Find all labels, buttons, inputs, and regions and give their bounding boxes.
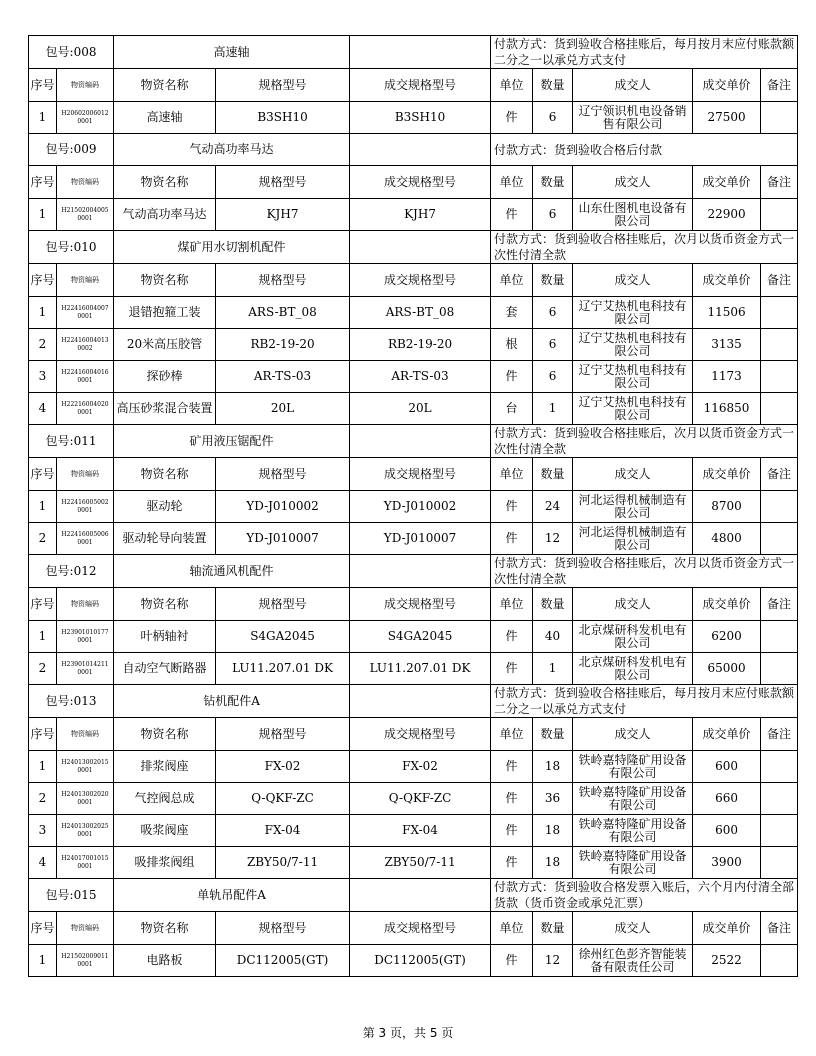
cell-seq: 2 bbox=[29, 783, 57, 815]
column-header-spec: 规格型号 bbox=[216, 166, 350, 199]
cell-spec: RB2-19-20 bbox=[216, 329, 350, 361]
table-row bbox=[29, 361, 798, 393]
cell-spec: DC112005(GT) bbox=[216, 945, 350, 977]
package-number: 包号:013 bbox=[29, 685, 114, 718]
table-row bbox=[29, 523, 798, 555]
column-header-unit: 单位 bbox=[491, 912, 533, 945]
cell-unit: 件 bbox=[491, 751, 533, 783]
cell-note bbox=[761, 815, 798, 847]
cell-qty: 18 bbox=[533, 815, 573, 847]
cell-seq: 2 bbox=[29, 329, 57, 361]
cell-name: 退错抱箍工装 bbox=[114, 297, 216, 329]
cell-price: 6200 bbox=[693, 621, 761, 653]
column-header-spec: 规格型号 bbox=[216, 264, 350, 297]
column-header-seq: 序号 bbox=[29, 458, 57, 491]
column-header-supplier: 成交人 bbox=[573, 166, 693, 199]
cell-name: 高速轴 bbox=[114, 102, 216, 134]
cell-price: 660 bbox=[693, 783, 761, 815]
cell-price: 3900 bbox=[693, 847, 761, 879]
column-header-price: 成交单价 bbox=[693, 458, 761, 491]
cell-price: 3135 bbox=[693, 329, 761, 361]
cell-seq: 3 bbox=[29, 815, 57, 847]
cell-spec: FX-04 bbox=[216, 815, 350, 847]
cell-supplier: 铁岭嘉特隆矿用设备有限公司 bbox=[573, 751, 693, 783]
cell-seq: 1 bbox=[29, 751, 57, 783]
column-header-qty: 数量 bbox=[533, 588, 573, 621]
package-header-row bbox=[29, 879, 798, 912]
column-header-name: 物资名称 bbox=[114, 458, 216, 491]
package-header-row bbox=[29, 134, 798, 166]
cell-seq: 2 bbox=[29, 523, 57, 555]
package-title: 钻机配件A bbox=[114, 685, 350, 718]
cell-spec: S4GA2045 bbox=[216, 621, 350, 653]
column-header-deal-spec: 成交规格型号 bbox=[350, 264, 491, 297]
cell-qty: 1 bbox=[533, 653, 573, 685]
column-header-code: 物资编码 bbox=[57, 588, 114, 621]
cell-price: 11506 bbox=[693, 297, 761, 329]
package-blank-cell bbox=[350, 231, 491, 264]
column-header-deal-spec: 成交规格型号 bbox=[350, 912, 491, 945]
column-header-row bbox=[29, 588, 798, 621]
column-header-row bbox=[29, 264, 798, 297]
cell-unit: 件 bbox=[491, 847, 533, 879]
payment-terms: 付款方式：货到验收合格挂账后，次月以货币资金方式一次性付清全款 bbox=[491, 231, 798, 264]
table-row bbox=[29, 393, 798, 425]
cell-code: H21502004005 0001 bbox=[57, 199, 114, 231]
cell-seq: 1 bbox=[29, 621, 57, 653]
cell-deal-spec: RB2-19-20 bbox=[350, 329, 491, 361]
cell-deal-spec: ARS-BT_08 bbox=[350, 297, 491, 329]
cell-spec: KJH7 bbox=[216, 199, 350, 231]
cell-qty: 6 bbox=[533, 297, 573, 329]
column-header-row bbox=[29, 718, 798, 751]
column-header-name: 物资名称 bbox=[114, 264, 216, 297]
cell-supplier: 河北运得机械制造有限公司 bbox=[573, 523, 693, 555]
cell-note bbox=[761, 751, 798, 783]
cell-name: 探砂棒 bbox=[114, 361, 216, 393]
cell-unit: 件 bbox=[491, 199, 533, 231]
cell-qty: 36 bbox=[533, 783, 573, 815]
column-header-row bbox=[29, 69, 798, 102]
cell-supplier: 辽宁艾热机电科技有限公司 bbox=[573, 329, 693, 361]
cell-unit: 件 bbox=[491, 523, 533, 555]
column-header-supplier: 成交人 bbox=[573, 588, 693, 621]
cell-note bbox=[761, 297, 798, 329]
table-row bbox=[29, 653, 798, 685]
cell-spec: ARS-BT_08 bbox=[216, 297, 350, 329]
column-header-price: 成交单价 bbox=[693, 588, 761, 621]
column-header-row bbox=[29, 912, 798, 945]
column-header-name: 物资名称 bbox=[114, 588, 216, 621]
cell-deal-spec: 20L bbox=[350, 393, 491, 425]
column-header-qty: 数量 bbox=[533, 458, 573, 491]
cell-supplier: 铁岭嘉特隆矿用设备有限公司 bbox=[573, 815, 693, 847]
cell-code: H22416004013 0002 bbox=[57, 329, 114, 361]
cell-price: 65000 bbox=[693, 653, 761, 685]
cell-deal-spec: YD-J010002 bbox=[350, 491, 491, 523]
cell-price: 600 bbox=[693, 751, 761, 783]
package-blank-cell bbox=[350, 879, 491, 912]
package-blank-cell bbox=[350, 425, 491, 458]
column-header-price: 成交单价 bbox=[693, 166, 761, 199]
cell-supplier: 辽宁艾热机电科技有限公司 bbox=[573, 393, 693, 425]
column-header-row bbox=[29, 166, 798, 199]
column-header-supplier: 成交人 bbox=[573, 458, 693, 491]
table-row bbox=[29, 945, 798, 977]
column-header-seq: 序号 bbox=[29, 588, 57, 621]
cell-seq: 4 bbox=[29, 847, 57, 879]
cell-qty: 18 bbox=[533, 847, 573, 879]
package-header-row bbox=[29, 231, 798, 264]
table-row bbox=[29, 491, 798, 523]
cell-name: 驱动轮导向装置 bbox=[114, 523, 216, 555]
column-header-note: 备注 bbox=[761, 718, 798, 751]
cell-deal-spec: FX-04 bbox=[350, 815, 491, 847]
cell-supplier: 北京煤研科发机电有限公司 bbox=[573, 621, 693, 653]
cell-unit: 件 bbox=[491, 621, 533, 653]
package-title: 气动高功率马达 bbox=[114, 134, 350, 166]
cell-note bbox=[761, 102, 798, 134]
cell-seq: 1 bbox=[29, 491, 57, 523]
cell-supplier: 辽宁艾热机电科技有限公司 bbox=[573, 297, 693, 329]
column-header-note: 备注 bbox=[761, 69, 798, 102]
column-header-deal-spec: 成交规格型号 bbox=[350, 166, 491, 199]
cell-code: H24017001015 0001 bbox=[57, 847, 114, 879]
column-header-qty: 数量 bbox=[533, 166, 573, 199]
table-row bbox=[29, 297, 798, 329]
column-header-deal-spec: 成交规格型号 bbox=[350, 588, 491, 621]
package-blank-cell bbox=[350, 555, 491, 588]
cell-spec: AR-TS-03 bbox=[216, 361, 350, 393]
payment-terms: 付款方式：货到验收合格挂账后，次月以货币资金方式一次性付清全款 bbox=[491, 555, 798, 588]
table-row bbox=[29, 815, 798, 847]
cell-code: H20602006012 0001 bbox=[57, 102, 114, 134]
cell-unit: 件 bbox=[491, 783, 533, 815]
table-row bbox=[29, 847, 798, 879]
cell-spec: ZBY50/7-11 bbox=[216, 847, 350, 879]
cell-unit: 件 bbox=[491, 653, 533, 685]
column-header-spec: 规格型号 bbox=[216, 458, 350, 491]
payment-terms: 付款方式：货到验收合格后付款 bbox=[491, 134, 798, 166]
cell-note bbox=[761, 653, 798, 685]
column-header-note: 备注 bbox=[761, 912, 798, 945]
column-header-note: 备注 bbox=[761, 166, 798, 199]
cell-price: 27500 bbox=[693, 102, 761, 134]
column-header-code: 物资编码 bbox=[57, 458, 114, 491]
column-header-name: 物资名称 bbox=[114, 69, 216, 102]
cell-supplier: 铁岭嘉特隆矿用设备有限公司 bbox=[573, 847, 693, 879]
cell-name: 吸排浆阀组 bbox=[114, 847, 216, 879]
cell-qty: 6 bbox=[533, 102, 573, 134]
column-header-unit: 单位 bbox=[491, 718, 533, 751]
column-header-code: 物资编码 bbox=[57, 69, 114, 102]
cell-unit: 件 bbox=[491, 102, 533, 134]
cell-code: H22216004020 0001 bbox=[57, 393, 114, 425]
column-header-unit: 单位 bbox=[491, 588, 533, 621]
column-header-price: 成交单价 bbox=[693, 912, 761, 945]
payment-terms: 付款方式：货到验收合格挂账后，次月以货币资金方式一次性付清全款 bbox=[491, 425, 798, 458]
cell-unit: 件 bbox=[491, 945, 533, 977]
column-header-price: 成交单价 bbox=[693, 264, 761, 297]
column-header-deal-spec: 成交规格型号 bbox=[350, 718, 491, 751]
cell-name: 叶柄轴衬 bbox=[114, 621, 216, 653]
cell-deal-spec: KJH7 bbox=[350, 199, 491, 231]
column-header-seq: 序号 bbox=[29, 912, 57, 945]
cell-deal-spec: B3SH10 bbox=[350, 102, 491, 134]
column-header-note: 备注 bbox=[761, 458, 798, 491]
package-number: 包号:009 bbox=[29, 134, 114, 166]
cell-note bbox=[761, 523, 798, 555]
package-title: 矿用液压锯配件 bbox=[114, 425, 350, 458]
column-header-code: 物资编码 bbox=[57, 166, 114, 199]
package-title: 单轨吊配件A bbox=[114, 879, 350, 912]
cell-qty: 12 bbox=[533, 945, 573, 977]
column-header-code: 物资编码 bbox=[57, 718, 114, 751]
cell-deal-spec: AR-TS-03 bbox=[350, 361, 491, 393]
cell-price: 600 bbox=[693, 815, 761, 847]
cell-name: 驱动轮 bbox=[114, 491, 216, 523]
column-header-seq: 序号 bbox=[29, 166, 57, 199]
cell-name: 自动空气断路器 bbox=[114, 653, 216, 685]
payment-terms: 付款方式：货到验收合格挂账后，每月按月末应付账款额二分之一以承兑方式支付 bbox=[491, 685, 798, 718]
cell-code: H24013002020 0001 bbox=[57, 783, 114, 815]
cell-unit: 件 bbox=[491, 815, 533, 847]
cell-name: 20米高压胶管 bbox=[114, 329, 216, 361]
cell-price: 2522 bbox=[693, 945, 761, 977]
cell-supplier: 徐州红色彭齐智能装备有限责任公司 bbox=[573, 945, 693, 977]
column-header-deal-spec: 成交规格型号 bbox=[350, 458, 491, 491]
cell-supplier: 山东仕图机电设备有限公司 bbox=[573, 199, 693, 231]
cell-note bbox=[761, 847, 798, 879]
package-blank-cell bbox=[350, 36, 491, 69]
column-header-row bbox=[29, 458, 798, 491]
cell-code: H22416005006 0001 bbox=[57, 523, 114, 555]
cell-supplier: 辽宁艾热机电科技有限公司 bbox=[573, 361, 693, 393]
cell-supplier: 北京煤研科发机电有限公司 bbox=[573, 653, 693, 685]
package-title: 轴流通风机配件 bbox=[114, 555, 350, 588]
column-header-note: 备注 bbox=[761, 264, 798, 297]
cell-name: 排浆阀座 bbox=[114, 751, 216, 783]
cell-price: 4800 bbox=[693, 523, 761, 555]
cell-seq: 1 bbox=[29, 199, 57, 231]
cell-qty: 6 bbox=[533, 199, 573, 231]
package-number: 包号:011 bbox=[29, 425, 114, 458]
cell-seq: 1 bbox=[29, 102, 57, 134]
table-row bbox=[29, 199, 798, 231]
cell-name: 电路板 bbox=[114, 945, 216, 977]
column-header-spec: 规格型号 bbox=[216, 588, 350, 621]
column-header-supplier: 成交人 bbox=[573, 718, 693, 751]
cell-spec: YD-J010007 bbox=[216, 523, 350, 555]
cell-name: 吸浆阀座 bbox=[114, 815, 216, 847]
cell-code: H22416004007 0001 bbox=[57, 297, 114, 329]
cell-spec: Q-QKF-ZC bbox=[216, 783, 350, 815]
cell-code: H23901010177 0001 bbox=[57, 621, 114, 653]
cell-deal-spec: ZBY50/7-11 bbox=[350, 847, 491, 879]
column-header-note: 备注 bbox=[761, 588, 798, 621]
package-number: 包号:010 bbox=[29, 231, 114, 264]
cell-unit: 件 bbox=[491, 361, 533, 393]
column-header-code: 物资编码 bbox=[57, 912, 114, 945]
cell-supplier: 河北运得机械制造有限公司 bbox=[573, 491, 693, 523]
package-title: 煤矿用水切割机配件 bbox=[114, 231, 350, 264]
cell-note bbox=[761, 491, 798, 523]
cell-price: 116850 bbox=[693, 393, 761, 425]
cell-note bbox=[761, 361, 798, 393]
column-header-seq: 序号 bbox=[29, 718, 57, 751]
cell-deal-spec: Q-QKF-ZC bbox=[350, 783, 491, 815]
table-row bbox=[29, 102, 798, 134]
cell-supplier: 铁岭嘉特隆矿用设备有限公司 bbox=[573, 783, 693, 815]
column-header-supplier: 成交人 bbox=[573, 264, 693, 297]
cell-seq: 4 bbox=[29, 393, 57, 425]
package-number: 包号:015 bbox=[29, 879, 114, 912]
column-header-seq: 序号 bbox=[29, 69, 57, 102]
column-header-spec: 规格型号 bbox=[216, 912, 350, 945]
cell-unit: 台 bbox=[491, 393, 533, 425]
cell-unit: 件 bbox=[491, 491, 533, 523]
cell-seq: 1 bbox=[29, 945, 57, 977]
package-blank-cell bbox=[350, 685, 491, 718]
cell-note bbox=[761, 393, 798, 425]
cell-seq: 2 bbox=[29, 653, 57, 685]
cell-code: H21502009011 0001 bbox=[57, 945, 114, 977]
table-row bbox=[29, 621, 798, 653]
cell-note bbox=[761, 621, 798, 653]
cell-seq: 1 bbox=[29, 297, 57, 329]
cell-code: H24013002015 0001 bbox=[57, 751, 114, 783]
package-header-row bbox=[29, 36, 798, 69]
cell-note bbox=[761, 945, 798, 977]
column-header-code: 物资编码 bbox=[57, 264, 114, 297]
cell-qty: 12 bbox=[533, 523, 573, 555]
package-header-row bbox=[29, 425, 798, 458]
cell-qty: 24 bbox=[533, 491, 573, 523]
column-header-supplier: 成交人 bbox=[573, 69, 693, 102]
cell-price: 22900 bbox=[693, 199, 761, 231]
cell-note bbox=[761, 329, 798, 361]
cell-price: 1173 bbox=[693, 361, 761, 393]
cell-deal-spec: YD-J010007 bbox=[350, 523, 491, 555]
cell-supplier: 辽宁领识机电设备销售有限公司 bbox=[573, 102, 693, 134]
column-header-qty: 数量 bbox=[533, 912, 573, 945]
column-header-price: 成交单价 bbox=[693, 718, 761, 751]
cell-code: H24013002025 0001 bbox=[57, 815, 114, 847]
package-header-row bbox=[29, 685, 798, 718]
cell-qty: 6 bbox=[533, 329, 573, 361]
cell-deal-spec: DC112005(GT) bbox=[350, 945, 491, 977]
cell-spec: YD-J010002 bbox=[216, 491, 350, 523]
column-header-seq: 序号 bbox=[29, 264, 57, 297]
cell-unit: 根 bbox=[491, 329, 533, 361]
column-header-name: 物资名称 bbox=[114, 718, 216, 751]
page-footer: 第 3 页，共 5 页 bbox=[362, 1026, 454, 1040]
column-header-supplier: 成交人 bbox=[573, 912, 693, 945]
column-header-unit: 单位 bbox=[491, 69, 533, 102]
column-header-spec: 规格型号 bbox=[216, 718, 350, 751]
package-blank-cell bbox=[350, 134, 491, 166]
cell-code: H22416004016 0001 bbox=[57, 361, 114, 393]
cell-seq: 3 bbox=[29, 361, 57, 393]
cell-spec: LU11.207.01 DK bbox=[216, 653, 350, 685]
package-header-row bbox=[29, 555, 798, 588]
column-header-name: 物资名称 bbox=[114, 166, 216, 199]
cell-spec: 20L bbox=[216, 393, 350, 425]
column-header-unit: 单位 bbox=[491, 166, 533, 199]
cell-qty: 1 bbox=[533, 393, 573, 425]
packages-table bbox=[28, 35, 798, 977]
cell-price: 8700 bbox=[693, 491, 761, 523]
table-row bbox=[29, 783, 798, 815]
procurement-result-document bbox=[28, 35, 797, 977]
cell-spec: FX-02 bbox=[216, 751, 350, 783]
cell-spec: B3SH10 bbox=[216, 102, 350, 134]
cell-deal-spec: FX-02 bbox=[350, 751, 491, 783]
package-title: 高速轴 bbox=[114, 36, 350, 69]
column-header-qty: 数量 bbox=[533, 69, 573, 102]
cell-deal-spec: S4GA2045 bbox=[350, 621, 491, 653]
cell-note bbox=[761, 783, 798, 815]
column-header-deal-spec: 成交规格型号 bbox=[350, 69, 491, 102]
payment-terms: 付款方式：货到验收合格发票入账后，六个月内付清全部货款（货币资金或承兑汇票） bbox=[491, 879, 798, 912]
cell-qty: 6 bbox=[533, 361, 573, 393]
package-number: 包号:008 bbox=[29, 36, 114, 69]
table-row bbox=[29, 751, 798, 783]
cell-name: 高压砂浆混合装置 bbox=[114, 393, 216, 425]
cell-deal-spec: LU11.207.01 DK bbox=[350, 653, 491, 685]
column-header-unit: 单位 bbox=[491, 458, 533, 491]
column-header-qty: 数量 bbox=[533, 264, 573, 297]
cell-unit: 套 bbox=[491, 297, 533, 329]
cell-note bbox=[761, 199, 798, 231]
column-header-price: 成交单价 bbox=[693, 69, 761, 102]
column-header-unit: 单位 bbox=[491, 264, 533, 297]
column-header-name: 物资名称 bbox=[114, 912, 216, 945]
cell-name: 气动高功率马达 bbox=[114, 199, 216, 231]
table-row bbox=[29, 329, 798, 361]
cell-qty: 18 bbox=[533, 751, 573, 783]
column-header-qty: 数量 bbox=[533, 718, 573, 751]
package-number: 包号:012 bbox=[29, 555, 114, 588]
payment-terms: 付款方式：货到验收合格挂账后，每月按月末应付账款额二分之一以承兑方式支付 bbox=[491, 36, 798, 69]
cell-qty: 40 bbox=[533, 621, 573, 653]
cell-code: H22416005002 0001 bbox=[57, 491, 114, 523]
column-header-spec: 规格型号 bbox=[216, 69, 350, 102]
cell-code: H23901014211 0001 bbox=[57, 653, 114, 685]
cell-name: 气控阀总成 bbox=[114, 783, 216, 815]
